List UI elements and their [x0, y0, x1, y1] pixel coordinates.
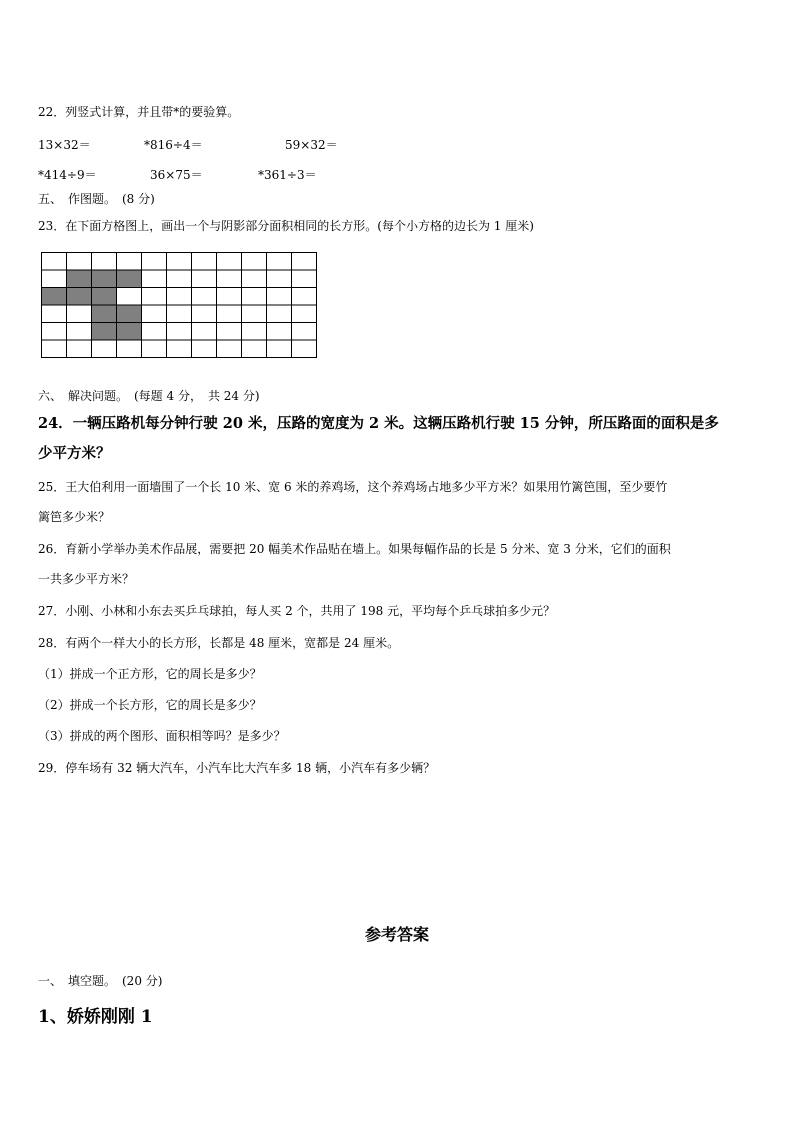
grid-cell — [142, 323, 167, 341]
grid-cell — [242, 288, 267, 306]
answers-section-1: 一、 填空题。 (20 分) — [38, 974, 163, 988]
grid-cell-shaded — [92, 323, 117, 341]
calc-36x75: 36×75＝ — [150, 168, 203, 182]
grid-cell — [267, 305, 292, 323]
grid-cell — [142, 305, 167, 323]
grid-cell — [217, 253, 242, 271]
grid-cell — [192, 323, 217, 341]
question-24-line2: 少平方米？ — [38, 445, 111, 462]
grid-cell — [217, 340, 242, 358]
grid-cell-shaded — [117, 305, 142, 323]
grid-cell — [267, 288, 292, 306]
question-25-line1: 25．王大伯利用一面墙围了一个长 10 米、宽 6 米的养鸡场，这个养鸡场占地多少平方米？如果用竹篱笆围，至少要竹 — [38, 480, 668, 494]
grid-cell — [92, 253, 117, 271]
section-5-heading: 五、 作图题。 (8 分) — [38, 192, 155, 206]
grid-cell — [67, 323, 92, 341]
section-6-heading: 六、 解决问题。 (每题 4 分， 共 24 分) — [38, 389, 260, 403]
grid-cell — [192, 270, 217, 288]
grid-cell — [42, 323, 67, 341]
question-28-sub2: （2）拼成一个长方形，它的周长是多少？ — [38, 698, 262, 712]
grid-cell — [192, 288, 217, 306]
grid-cell — [242, 253, 267, 271]
grid-cell — [117, 340, 142, 358]
grid-cell — [67, 253, 92, 271]
grid-cell — [242, 305, 267, 323]
calc-59x32: 59×32＝ — [285, 138, 338, 152]
grid-cell — [292, 305, 317, 323]
grid-cell-shaded — [117, 270, 142, 288]
grid-cell — [167, 253, 192, 271]
grid-cell — [67, 305, 92, 323]
grid-cell — [242, 340, 267, 358]
grid-cell — [167, 340, 192, 358]
question-24-line1: 24．一辆压路机每分钟行驶 20 米，压路的宽度为 2 米。这辆压路机行驶 15 分钟，所压路面的面积是多 — [38, 415, 719, 432]
grid-cell-shaded — [92, 305, 117, 323]
grid-cell — [167, 288, 192, 306]
grid-cell — [217, 305, 242, 323]
grid-cell-shaded — [117, 323, 142, 341]
grid-cell — [192, 253, 217, 271]
grid-cell — [142, 288, 167, 306]
answer-1: 1、娇娇刚刚 1 — [38, 1007, 153, 1027]
grid-cell — [142, 340, 167, 358]
grid-cell — [192, 340, 217, 358]
square-grid — [40, 251, 318, 359]
question-26-line1: 26．育新小学举办美术作品展，需要把 20 幅美术作品贴在墙上。如果每幅作品的长是 5 分米、宽 3 分米，它们的面积 — [38, 542, 671, 556]
grid-cell — [117, 288, 142, 306]
grid-cell — [67, 340, 92, 358]
question-29: 29．停车场有 32 辆大汽车，小汽车比大汽车多 18 辆，小汽车有多少辆？ — [38, 761, 436, 775]
grid-cell — [42, 340, 67, 358]
grid-cell — [217, 323, 242, 341]
question-22-title: 22．列竖式计算，并且带*的要验算。 — [38, 105, 240, 119]
grid-cell-shaded — [67, 288, 92, 306]
grid-cell — [267, 323, 292, 341]
question-27: 27．小刚、小林和小东去买乒乓球拍，每人买 2 个，共用了 198 元，平均每个乒乓球拍多少元？ — [38, 604, 556, 618]
grid-cell — [267, 270, 292, 288]
grid-cell — [217, 270, 242, 288]
grid-cell — [292, 270, 317, 288]
grid-cell — [167, 305, 192, 323]
grid-cell — [117, 253, 142, 271]
grid-cell — [167, 270, 192, 288]
grid-cell-shaded — [67, 270, 92, 288]
calc-13x32: 13×32＝ — [38, 138, 91, 152]
grid-cell-shaded — [42, 288, 67, 306]
grid-cell — [92, 340, 117, 358]
grid-cell — [267, 253, 292, 271]
grid-cell-shaded — [92, 270, 117, 288]
calc-414div9: *414÷9＝ — [38, 168, 97, 182]
grid-cell — [292, 253, 317, 271]
grid-cell — [167, 323, 192, 341]
grid-cell — [142, 270, 167, 288]
grid-cell — [267, 340, 292, 358]
grid-cell — [192, 305, 217, 323]
question-28-sub3: （3）拼成的两个图形、面积相等吗？是多少？ — [38, 729, 286, 743]
grid-cell — [292, 340, 317, 358]
grid-cell — [217, 288, 242, 306]
calc-816div4: *816÷4＝ — [144, 138, 203, 152]
question-26-line2: 一共多少平方米？ — [38, 572, 135, 586]
question-28-title: 28．有两个一样大小的长方形，长都是 48 厘米，宽都是 24 厘米。 — [38, 636, 400, 650]
grid-cell — [42, 305, 67, 323]
grid-cell-shaded — [92, 288, 117, 306]
grid-cell — [242, 323, 267, 341]
question-28-sub1: （1）拼成一个正方形，它的周长是多少？ — [38, 667, 262, 681]
question-25-line2: 篱笆多少米？ — [38, 510, 111, 524]
grid-cell — [292, 288, 317, 306]
grid-cell — [142, 253, 167, 271]
grid-cell — [242, 270, 267, 288]
calc-361div3: *361÷3＝ — [258, 168, 317, 182]
grid-cell — [292, 323, 317, 341]
question-23: 23．在下面方格图上，画出一个与阴影部分面积相同的长方形。(每个小方格的边长为 1 厘米) — [38, 219, 534, 233]
grid-cell — [42, 270, 67, 288]
grid-cell — [42, 253, 67, 271]
answers-title: 参考答案 — [364, 925, 429, 944]
